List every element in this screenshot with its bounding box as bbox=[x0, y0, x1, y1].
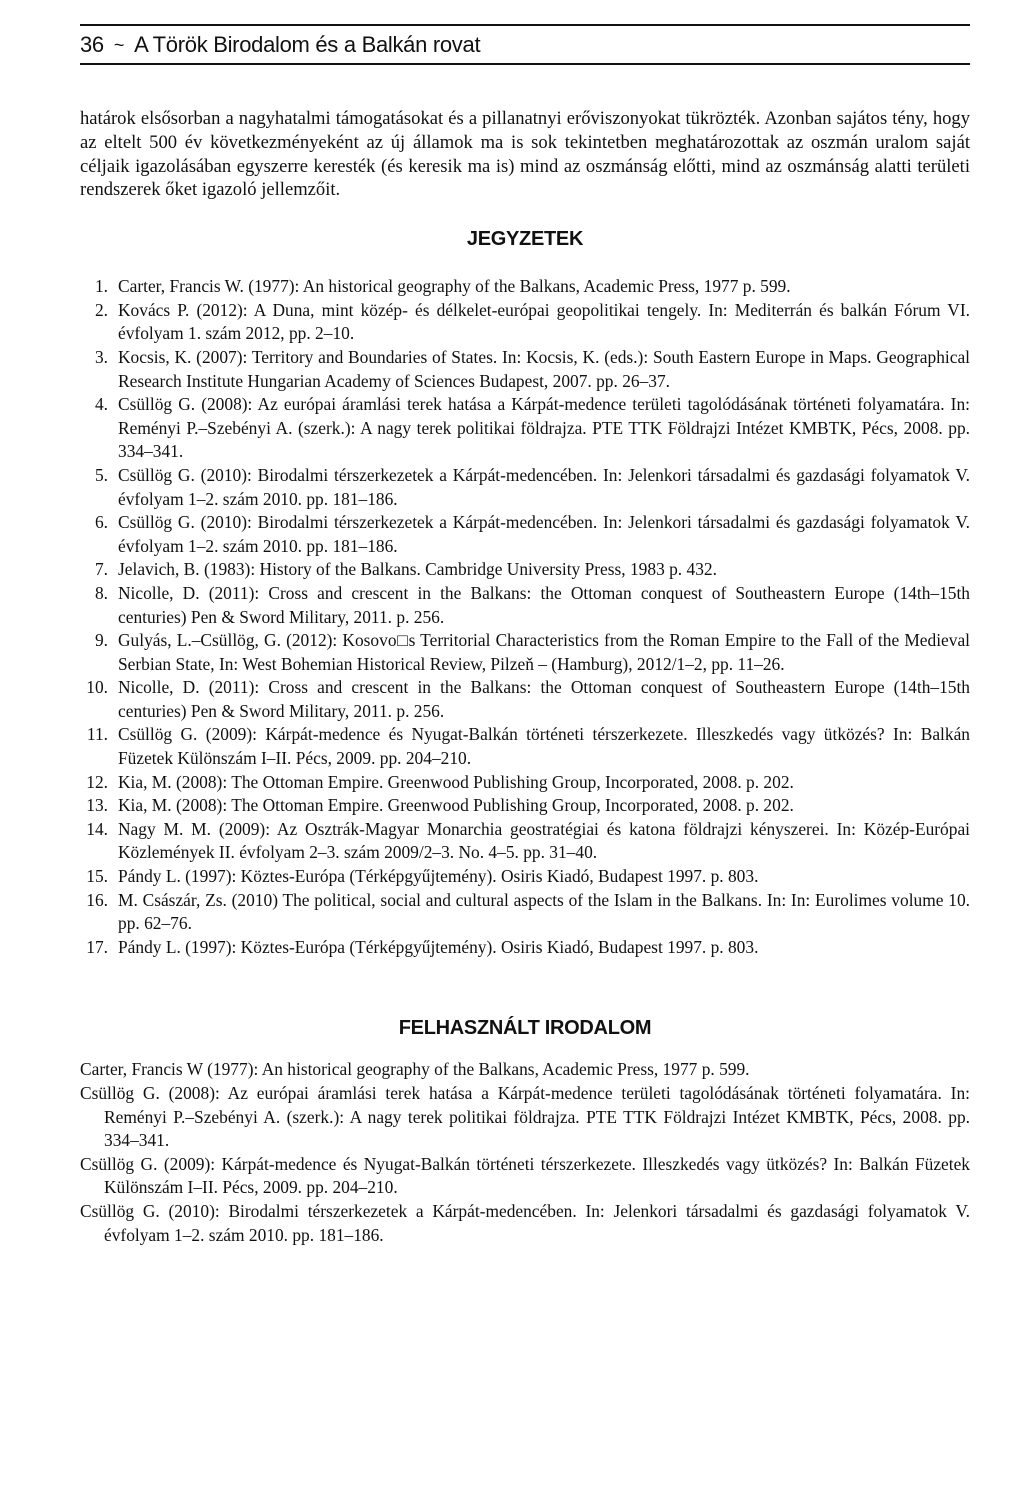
header-separator: ~ bbox=[113, 34, 125, 55]
note-item bbox=[80, 299, 970, 346]
note-number: 7. bbox=[94, 559, 108, 580]
note-item bbox=[80, 889, 970, 936]
note-number: 10. bbox=[86, 677, 108, 698]
note-item bbox=[80, 275, 970, 299]
note-number: 14. bbox=[86, 818, 108, 839]
note-text: Kocsis, K. (2007): Territory and Boundaries of States. In: Kocsis, K. (eds.): South Eastern Europe in Maps. Geographical Research Institute Hungarian Academy of Sciences Budapest, 2007. pp. 26–37. bbox=[118, 346, 970, 391]
note-text: Pándy L. (1997): Köztes-Európa (Térképgyűjtemény). Osiris Kiadó, Budapest 1997. p. 803. bbox=[118, 936, 759, 957]
note-number: 13. bbox=[86, 795, 108, 816]
note-item bbox=[80, 676, 970, 723]
body-text bbox=[80, 107, 970, 202]
note-item bbox=[80, 346, 970, 393]
note-item bbox=[80, 511, 970, 558]
note-item bbox=[80, 558, 970, 582]
note-text: Kia, M. (2008): The Ottoman Empire. Greenwood Publishing Group, Incorporated, 2008. p. 202. bbox=[118, 795, 794, 816]
note-number: 12. bbox=[86, 771, 108, 792]
page bbox=[80, 24, 970, 1247]
note-item bbox=[80, 582, 970, 629]
note-number: 8. bbox=[94, 582, 108, 603]
note-number: 4. bbox=[94, 394, 108, 415]
note-item bbox=[80, 629, 970, 676]
header-rule bbox=[80, 63, 970, 65]
note-number: 17. bbox=[86, 936, 108, 957]
bibliography-entry: Csüllög G. (2010): Birodalmi térszerkezetek a Kárpát-medencében. In: Jelenkori társadalmi és gazdasági folyamatok V. évfolyam 1–2. szám 2010. pp. 181–186. bbox=[80, 1200, 970, 1245]
body-paragraph: határok elsősorban a nagyhatalmi támogatásokat és a pillanatnyi erőviszonyokat tükrözték. Azonban sajátos tény, hogy az eltelt 500 év következményeként az új államok ma is sok tekintetben meghatározottak az oszmán uralom saját céljaik igazolásában egyszerre keresték (és keresik ma is) mind az oszmánság előtti, mind az oszmánság alatti területi rendszerek őket igazoló jellemzőit. bbox=[80, 108, 970, 201]
note-text: Kia, M. (2008): The Ottoman Empire. Greenwood Publishing Group, Incorporated, 2008. p. 202. bbox=[118, 771, 794, 792]
note-item bbox=[80, 771, 970, 795]
running-header bbox=[80, 24, 970, 60]
note-text: Jelavich, B. (1983): History of the Balkans. Cambridge University Press, 1983 p. 432. bbox=[118, 559, 717, 580]
note-text: Gulyás, L.–Csüllög, G. (2012): Kosovo□s Territorial Characteristics from the Roman Empire to the Fall of the Medieval Serbian State, In: West Bohemian Historical Review, Pilzeň – (Hamburg), 2012/1–2, pp. 11–26. bbox=[118, 630, 970, 674]
note-number: 2. bbox=[94, 299, 108, 320]
note-text: M. Császár, Zs. (2010) The political, social and cultural aspects of the Islam in the Balkans. In: In: Eurolimes volume 10. pp. 62–76. bbox=[118, 889, 970, 934]
note-item bbox=[80, 723, 970, 770]
note-number: 1. bbox=[94, 276, 108, 297]
bibliography-list bbox=[80, 1058, 970, 1247]
page-number: 36 bbox=[80, 32, 104, 57]
bibliography-entry: Carter, Francis W (1977): An historical geography of the Balkans, Academic Press, 1977 p. 599. bbox=[80, 1059, 750, 1080]
note-item bbox=[80, 794, 970, 818]
note-item bbox=[80, 464, 970, 511]
note-text: Nagy M. M. (2009): Az Osztrák-Magyar Monarchia geostratégiai és katona földrajzi kényszerei. In: Közép-Európai Közlemények II. évfolyam 2–3. szám 2009/2–3. No. 4–5. pp. 31–40. bbox=[118, 818, 970, 863]
note-text: Nicolle, D. (2011): Cross and crescent in the Balkans: the Ottoman conquest of Southeastern Europe (14th–15th centuries) Pen & Sword Military, 2011. p. 256. bbox=[118, 677, 970, 721]
note-number: 11. bbox=[86, 724, 108, 745]
note-text: Csüllög G. (2010): Birodalmi térszerkezetek a Kárpát-medencében. In: Jelenkori társadalmi és gazdasági folyamatok V. évfolyam 1–2. szám 2010. pp. 181–186. bbox=[118, 512, 970, 556]
note-item bbox=[80, 393, 970, 464]
note-text: Csüllög G. (2008): Az európai áramlási terek hatása a Kárpát-medence területi tagolódásának történeti folyamatára. In: Reményi P.–Szebényi A. (szerk.): A nagy terek politikai földrajza. PTE TTK Földrajzi Intézet KMBTK, Pécs, 2008. pp. 334–341. bbox=[118, 394, 970, 462]
bibliography-entry: Csüllög G. (2008): Az európai áramlási terek hatása a Kárpát-medence területi tagolódásának történeti folyamatára. In: Reményi P.–Szebényi A. (szerk.): A nagy terek politikai földrajza. PTE TTK Földrajzi Intézet KMBTK, Pécs, 2008. pp. 334–341. bbox=[80, 1083, 970, 1151]
bibliography-title: FELHASZNÁLT IRODALOM bbox=[398, 1017, 652, 1040]
running-title: A Török Birodalom és a Balkán rovat bbox=[134, 32, 481, 57]
note-item bbox=[80, 865, 970, 889]
note-item bbox=[80, 818, 970, 865]
note-item bbox=[80, 936, 970, 960]
note-text: Carter, Francis W. (1977): An historical geography of the Balkans, Academic Press, 1977 p. 599. bbox=[118, 276, 791, 297]
note-text: Csüllög G. (2010): Birodalmi térszerkezetek a Kárpát-medencében. In: Jelenkori társadalmi és gazdasági folyamatok V. évfolyam 1–2. szám 2010. pp. 181–186. bbox=[118, 464, 970, 509]
note-number: 15. bbox=[86, 866, 108, 887]
note-text: Nicolle, D. (2011): Cross and crescent in the Balkans: the Ottoman conquest of Southeastern Europe (14th–15th centuries) Pen & Sword Military, 2011. p. 256. bbox=[118, 582, 970, 627]
note-number: 9. bbox=[94, 630, 108, 651]
notes-list bbox=[80, 275, 970, 959]
note-text: Csüllög G. (2009): Kárpát-medence és Nyugat-Balkán történeti térszerkezete. Illeszkedés vagy ütközés? In: Balkán Füzetek Különszám I–II. Pécs, 2009. pp. 204–210. bbox=[118, 724, 970, 769]
note-number: 5. bbox=[94, 464, 108, 485]
note-number: 16. bbox=[86, 889, 108, 910]
bibliography-entry: Csüllög G. (2009): Kárpát-medence és Nyugat-Balkán történeti térszerkezete. Illeszkedés vagy ütközés? In: Balkán Füzetek Különszám I–II. Pécs, 2009. pp. 204–210. bbox=[80, 1153, 970, 1198]
note-number: 6. bbox=[94, 512, 108, 533]
note-text: Kovács P. (2012): A Duna, mint közép- és délkelet-európai geopolitikai tengely. In: Mediterrán és balkán Fórum VI. évfolyam 1. szám 2012, pp. 2–10. bbox=[118, 299, 970, 344]
note-text: Pándy L. (1997): Köztes-Európa (Térképgyűjtemény). Osiris Kiadó, Budapest 1997. p. 803. bbox=[118, 866, 759, 887]
notes-title: JEGYZETEK bbox=[466, 228, 584, 251]
note-number: 3. bbox=[94, 346, 108, 367]
